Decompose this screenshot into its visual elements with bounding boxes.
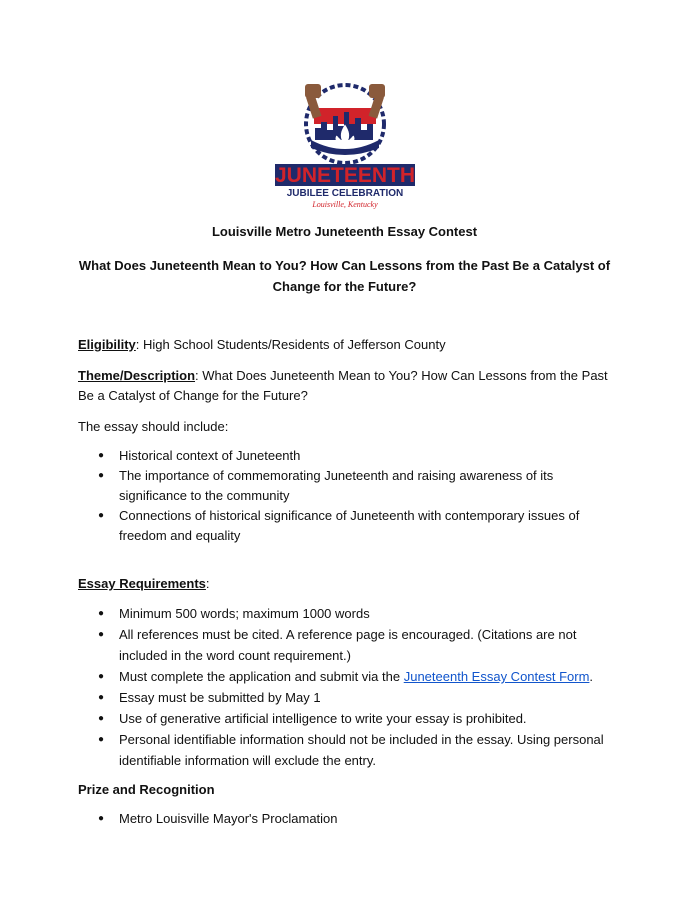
submission-text: Must complete the application and submit via the [119,669,404,684]
list-item: ● Essay must be submitted by May 1 [78,687,610,708]
list-item [78,666,610,687]
requirements-list [78,603,610,771]
logo-subtitle: JUBILEE CELEBRATION [286,188,403,199]
essay-intro: The essay should include: [78,419,229,434]
requirements-label: Essay Requirements [78,576,206,591]
title-block [0,223,689,297]
list-item: ● The importance of commemorating Juneteenth and raising awareness of its significance to the community [78,466,610,506]
requirements-heading [78,574,610,594]
list-item: ● Metro Louisville Mayor's Proclamation [78,809,610,829]
theme-label: Theme/Description [78,368,196,383]
prize-heading: Prize and Recognition [78,782,215,797]
document-body [78,335,610,829]
theme-paragraph [78,366,610,406]
list-item: ● Minimum 500 words; maximum 1000 words [78,603,610,624]
list-item: ● All references must be cited. A reference page is encouraged. (Citations are not included in the word count requirement.) [78,624,610,666]
logo-wordmark: JUNETEENTH [274,164,415,187]
eligibility-text: : High School Students/Residents of Jefferson County [135,337,446,352]
list-item: ● Use of generative artificial intelligence to write your essay is prohibited. [78,708,610,729]
eligibility-paragraph [78,335,610,355]
list-item: ● Personal identifiable information should not be included in the essay. Using personal identifiable information will exclude the entry. [78,729,610,771]
list-item: ● Connections of historical significance of Juneteenth with contemporary issues of freedom and equality [78,506,610,546]
list-item: ● Historical context of Juneteenth [78,446,610,466]
juneteenth-logo [265,78,425,210]
document-title: Louisville Metro Juneteenth Essay Contest [211,224,478,239]
essay-contest-form-link[interactable]: Juneteenth Essay Contest Form [403,669,590,684]
include-list [78,446,610,546]
logo-script: Louisville, Kentucky [311,200,378,209]
eligibility-label: Eligibility [78,337,136,352]
theme-text: : What Does Juneteenth Mean to You? How Can Lessons from the Past Be a Catalyst of Change for the Future? [78,368,608,403]
prize-list [78,809,610,829]
requirements-colon: : [205,576,210,591]
document-subtitle: What Does Juneteenth Mean to You? How Can Lessons from the Past Be a Catalyst of Change for the Future? [78,258,611,294]
link-suffix: . [589,669,594,684]
